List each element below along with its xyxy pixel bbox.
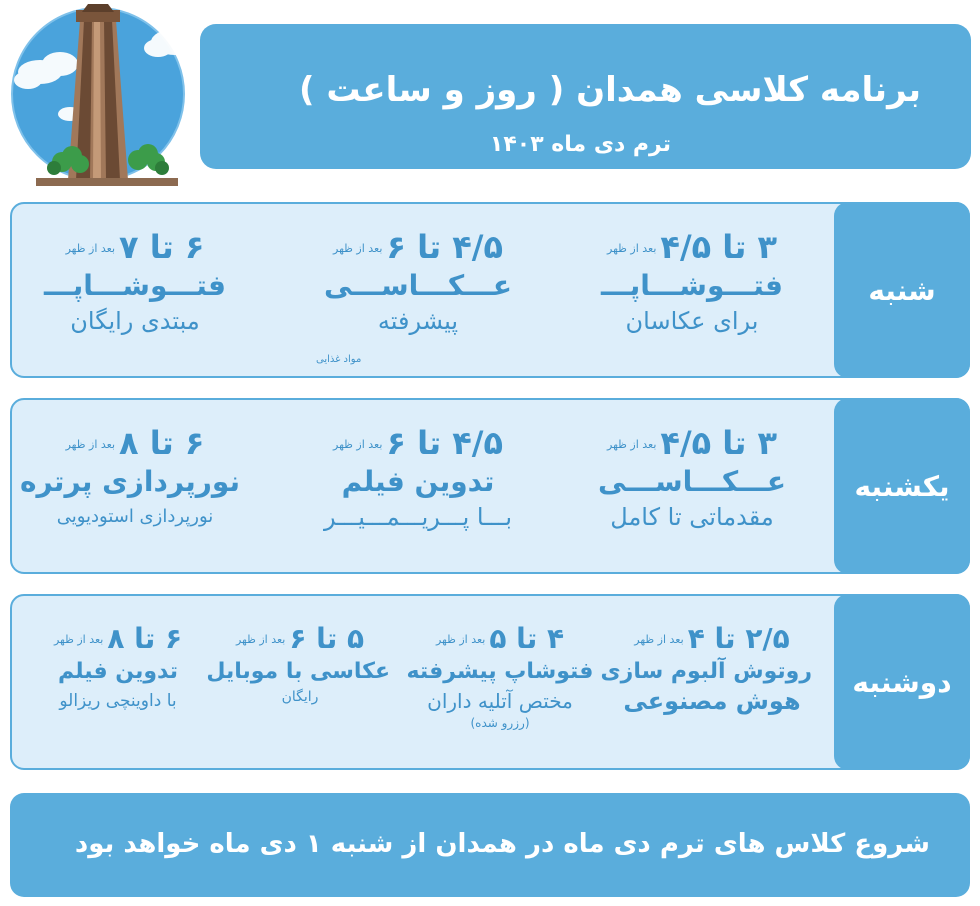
slot-time: ۳ تا ۴/۵ (660, 228, 777, 266)
slot-subtitle: رایگان (281, 689, 319, 705)
slot-title: نورپردازی پرتره (19, 465, 240, 498)
class-slot (19, 424, 240, 534)
slot-title: فتـــوشـــاپـــ (43, 269, 226, 302)
class-slot (572, 228, 812, 338)
slot-time: ۴/۵ تا ۶ (386, 228, 503, 266)
start-date-banner: شروع کلاس های ترم دی ماه در همدان از شنبه ۱ دی ماه خواهد بود (10, 793, 970, 897)
slot-title: تدوین فیلم (341, 465, 495, 498)
class-slot (400, 622, 600, 731)
slot-title: فتوشاپ پیشرفته (406, 659, 594, 684)
class-slot (206, 622, 390, 707)
header-banner (200, 24, 971, 169)
slot-time-note: بعد از ظهر (634, 633, 684, 646)
slot-title: عـــکـــاســـی (324, 269, 512, 302)
slot-title: تدوین فیلم (58, 659, 178, 684)
slot-subtitle: هوش مصنوعی (623, 687, 801, 715)
class-slot (308, 228, 528, 365)
slot-time-note: بعد از ظهر (333, 438, 383, 451)
slot-subtitle: مختص آتلیه داران (427, 689, 573, 713)
slot-time-note: بعد از ظهر (435, 633, 486, 646)
slot-time: ۳ تا ۴/۵ (660, 424, 777, 462)
slot-subtitle: با داوینچی ریزالو (59, 691, 177, 711)
slot-time: ۶ تا ۸ (119, 424, 205, 462)
slot-time-note: بعد از ظهر (53, 633, 104, 646)
slot-note: مواد غذایی (316, 354, 362, 365)
term-subtitle: ترم دی ماه ۱۴۰۳ (489, 132, 671, 157)
day-label: شنبه (834, 202, 970, 378)
slot-subtitle: برای عکاسان (625, 307, 759, 335)
slot-time-note: بعد از ظهر (607, 242, 657, 255)
slot-time: ۴/۵ تا ۶ (386, 424, 503, 462)
slot-time-note: بعد از ظهر (235, 633, 286, 646)
slot-time-note: بعد از ظهر (607, 438, 657, 451)
slot-subtitle: پیشرفته (377, 307, 459, 335)
class-slot (600, 622, 812, 715)
day-label: یکشنبه (834, 398, 970, 574)
slot-title: عکاسی با موبایل (206, 659, 390, 684)
slot-time: ۶ تا ۷ (119, 228, 205, 266)
day-row-sunday (10, 398, 970, 574)
slot-time: ۲/۵ تا ۴ (687, 622, 790, 655)
class-slot (30, 228, 240, 338)
slot-subtitle: بـــا پـــریـــمـــیـــر (323, 503, 513, 531)
slot-time: ۵ تا ۶ (289, 622, 365, 655)
class-slot (308, 424, 528, 534)
slot-title: فتـــوشـــاپـــ (600, 269, 783, 302)
day-row-saturday (10, 202, 970, 378)
page-title: برنامه کلاسی همدان ( روز و ساعت ) (299, 70, 921, 110)
day-row-monday (10, 594, 970, 770)
day-label: دوشنبه (834, 594, 970, 770)
slot-time-note: بعد از ظهر (333, 242, 383, 255)
class-slot (38, 622, 198, 715)
slot-note: (رزرو شده) (470, 716, 530, 730)
slot-subtitle: مبتدی رایگان (70, 307, 200, 335)
slot-time: ۶ تا ۸ (107, 622, 183, 655)
slot-time: ۴ تا ۵ (489, 622, 565, 655)
class-slot (572, 424, 812, 534)
slot-title: عـــکـــاســـی (598, 465, 786, 498)
slot-time-note: بعد از ظهر (65, 438, 116, 451)
slot-subtitle: نورپردازی استودیویی (56, 506, 214, 527)
slot-title: روتوش آلبوم سازی (600, 659, 812, 684)
slot-subtitle: مقدماتی تا کامل (610, 503, 774, 531)
slot-time-note: بعد از ظهر (65, 242, 116, 255)
tower-monument-icon (10, 2, 210, 192)
